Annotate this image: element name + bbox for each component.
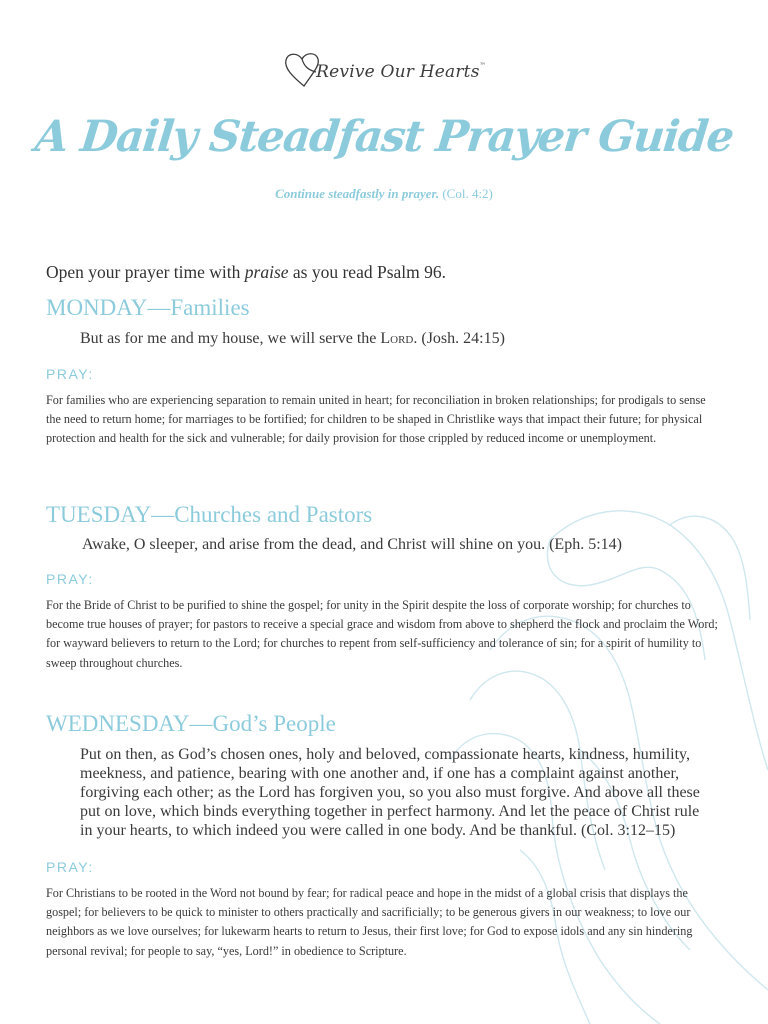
prayer-text-tuesday: For the Bride of Christ to be purified to shine the gospel; for unity in the Spirit despite the loss of corporate worship; for churches to become true houses of prayer; for pastors to receive a special grace and wisdom from above to shepherd the flock and proclaim the Word; for wayward believers to return to the Lord; for churches to repent from self-sufficiency and tolerance of sin; for a spirit of humility to sweep throughout churches. [46, 598, 718, 670]
pray-label-monday: PRAY: [46, 366, 94, 382]
prayer-text-wednesday: For Christians to be rooted in the Word not bound by fear; for radical peace and hope in the midst of a global crisis that displays the gospel; for believers to be quick to minister to others practically and sacrificially; to be generous givers in our weakness; to love our neighbors as we love ourselves; for lukewarm hearts to return to Jesus, their first love; for God to expose idols and any sin hindering personal revival; for people to say, “yes, Lord!” in obedience to Scripture. [46, 886, 693, 958]
pray-label-wednesday: PRAY: [46, 859, 94, 875]
verse-wednesday: Put on then, as God’s chosen ones, holy and beloved, compassionate hearts, kindness, humility, meekness, and patience, bearing with one another and, if one has a complaint against another, forgiving each other; as the Lord has forgiven you, so you also must forgive. And above all these put on love, which binds everything together in perfect harmony. And let the peace of Christ rule in your hearts, to which indeed you were called in one body. And be thankful. (Col. 3:12–15) [80, 746, 700, 839]
day-heading-tuesday: TUESDAY—Churches and Pastors [46, 502, 373, 527]
day-heading-wednesday: WEDNESDAY—God’s People [46, 711, 336, 736]
verse-tuesday: Awake, O sleeper, and arise from the dead, and Christ will shine on you. (Eph. 5:14) [82, 536, 622, 553]
subtitle-reference: (Col. 4:2) [442, 186, 493, 201]
intro-text: Open your prayer time with praise as you read Psalm 96. [46, 262, 446, 282]
pray-label-tuesday: PRAY: [46, 571, 94, 587]
subtitle-quote: Continue steadfastly in prayer. [275, 186, 440, 201]
logo [0, 50, 768, 90]
logo-text: Revive Our Hearts™ [316, 62, 486, 82]
subtitle [0, 186, 768, 202]
verse-monday: But as for me and my house, we will serve the Lord. (Josh. 24:15) [80, 330, 505, 347]
day-heading-monday: MONDAY—Families [46, 295, 250, 320]
prayer-text-monday: For families who are experiencing separation to remain united in heart; for reconciliation in broken relationships; for prodigals to sense the need to return home; for marriages to be fortified; for children to be shaped in Christlike ways that impact their future; for physical protection and health for the sick and vulnerable; for daily provision for those crippled by reduced income or unemployment. [46, 393, 706, 446]
page-title: A Daily Steadfast Prayer Guide [32, 112, 736, 162]
